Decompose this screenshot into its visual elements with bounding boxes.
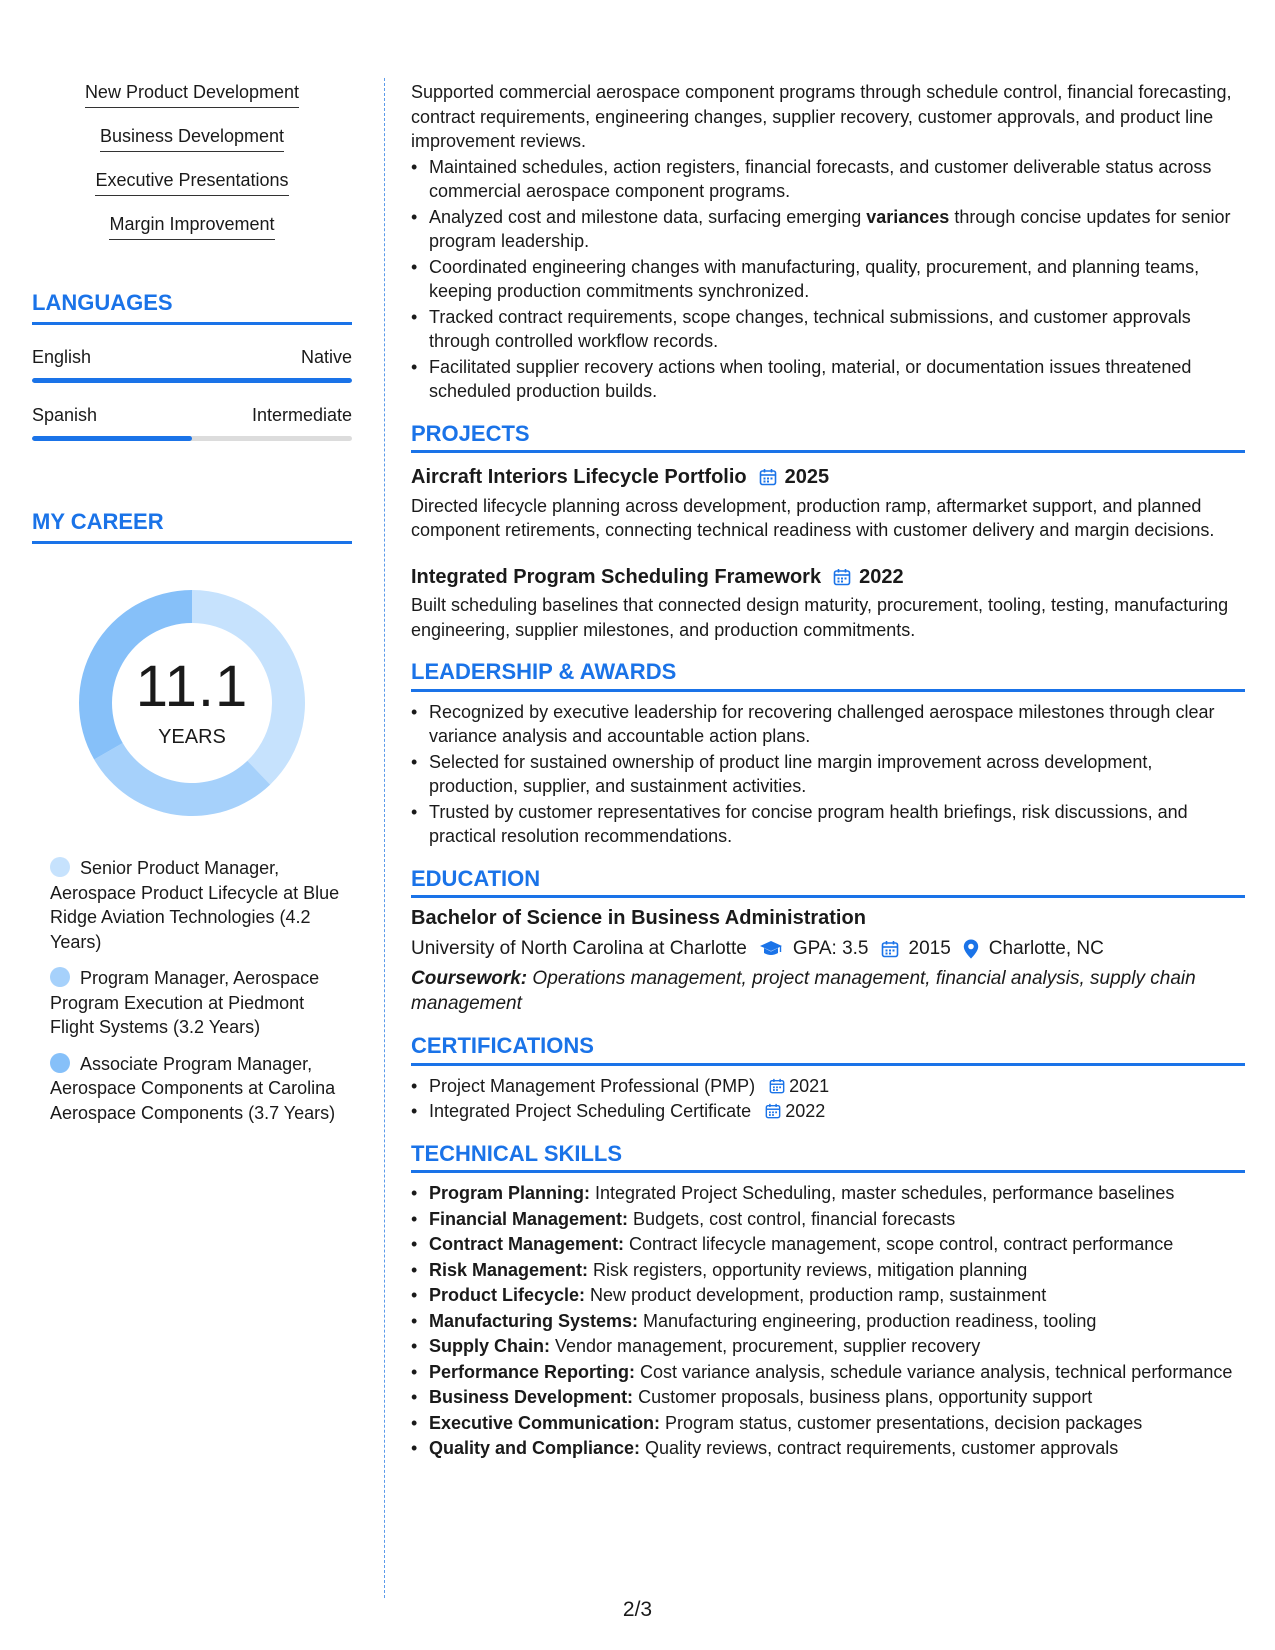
coursework-label: Coursework: [411,968,528,989]
degree-title: Bachelor of Science in Business Administration [411,907,866,929]
skill-item [429,1385,1245,1410]
calendar-icon [769,1078,785,1094]
skill-label: Supply Chain: [429,1336,550,1356]
skill-label: Executive Communication: [429,1412,661,1433]
skill-label: Quality and Compliance: [429,1438,641,1458]
leadership-bullets [411,700,1245,849]
bullet-text: Facilitated supplier recovery actions when tooling, material, or documentation issues threatened scheduled production builds. [429,356,1192,401]
skill-text: Risk registers, opportunity reviews, mitigation planning [588,1259,1028,1280]
project-title: Aircraft Interiors Lifecycle Portfolio [411,466,747,488]
skill-text: Budgets, cost control, financial forecasts [628,1208,956,1229]
certification-year: 2021 [789,1075,830,1096]
language-name: English [32,347,92,367]
technical-skills-list [411,1181,1245,1461]
language-name: Spanish [32,405,98,425]
experience-bullet [429,305,1245,354]
skill-item [429,1411,1245,1436]
project-title: Integrated Program Scheduling Framework [411,565,822,588]
career-donut-chart [77,588,307,818]
experience-bullet [429,355,1245,404]
languages-section [32,290,352,441]
skill-item [429,1334,1245,1359]
certification-item [429,1074,1245,1099]
bullet-emphasis: variances [866,206,950,227]
language-level: Intermediate [251,405,352,425]
school-name: University of North Carolina at Charlotte [411,937,747,959]
skill-item [429,1283,1245,1308]
certification-item [429,1099,1245,1124]
project-description: Built scheduling baselines that connected design maturity, procurement, tooling, testing, manufacturing engineering, supplier milestones, and production commitments. [411,595,1229,640]
skill-label: Product Lifecycle: [429,1285,586,1305]
school-location: Charlotte, NC [988,937,1104,959]
skill-text: Manufacturing engineering, production readiness, tooling [638,1310,1097,1331]
page-number: 2/3 [622,1598,653,1621]
certifications-list [411,1074,1245,1124]
skill-item [429,1309,1245,1334]
project-description: Directed lifecycle planning across development, production ramp, aftermarket support, and planned component retirements, connecting technical readiness with customer delivery and margin decisions. [411,495,1215,540]
experience-bullets [411,155,1245,404]
skill-item [429,1258,1245,1283]
skill-label: Contract Management: [429,1234,625,1254]
project-year: 2022 [859,565,904,588]
languages-heading: LANGUAGES [32,290,352,325]
skill-label: Risk Management: [429,1259,589,1280]
legend-dot [50,857,70,877]
calendar-icon [759,468,777,486]
coursework [411,967,1245,1016]
skill-text: Contract lifecycle management, scope control, contract performance [624,1234,1174,1254]
skill-label: Program Planning: [429,1183,591,1203]
career-section [32,509,352,1125]
calendar-icon [881,940,899,958]
career-role-text: Senior Product Manager, Aerospace Product Lifecycle at Blue Ridge Aviation Technologies (4.2 Years) [50,858,340,952]
leadership-bullet: • Trusted by customer representatives for concise program health briefings, risk discussions, and practical resolution recommendations. [429,800,1245,849]
language-proficiency-bar [32,378,352,383]
skill-label: Performance Reporting: [429,1361,636,1382]
strength-tag: Business Development [100,126,284,152]
career-role [50,966,352,1040]
leadership-bullet: • Selected for sustained ownership of product line margin improvement across development, production, supplier, and sustainment activities. [429,750,1245,799]
strength-tag: Executive Presentations [95,170,288,196]
language-proficiency-fill [32,436,192,441]
skill-text: Customer proposals, business plans, opportunity support [633,1387,1093,1407]
projects-heading: PROJECTS [411,422,1245,454]
education-heading: EDUCATION [411,867,1245,899]
donut-center [77,588,307,818]
certification-name: • Integrated Project Scheduling Certificate [429,1101,752,1121]
career-heading: MY CAREER [32,509,352,544]
column-divider [384,78,385,1598]
experience-section [411,80,1245,404]
legend-dot [50,1053,70,1073]
career-total-unit: YEARS [158,725,226,748]
career-role-text: Program Manager, Aerospace Program Execution at Piedmont Flight Systems (3.2 Years) [50,968,320,1037]
skill-text: Cost variance analysis, schedule variance analysis, technical performance [635,1361,1233,1382]
skill-item [429,1360,1245,1385]
gpa: GPA: 3.5 [792,937,869,959]
bullet-text: Maintained schedules, action registers, financial forecasts, and customer deliverable status across commercial aerospace component programs. [429,156,1212,201]
skill-text: Vendor management, procurement, supplier recovery [550,1336,981,1356]
technical-skills-section [411,1142,1245,1461]
strength-tag: New Product Development [85,82,299,108]
certifications-heading: CERTIFICATIONS [411,1034,1245,1066]
skill-label: Financial Management: [429,1208,629,1229]
graduation-year: 2015 [908,937,951,959]
location-pin-icon [963,939,979,959]
skill-item [429,1181,1245,1206]
skill-text: Quality reviews, contract requirements, customer approvals [640,1438,1119,1458]
education-section [411,867,1245,1017]
bullet-text: Coordinated engineering changes with manufacturing, quality, procurement, and planning teams, keeping production commitments synchronized. [429,256,1200,301]
project-year: 2025 [784,466,830,488]
skill-text: New product development, production ramp, sustainment [585,1285,1047,1305]
skill-text: Program status, customer presentations, decision packages [660,1412,1143,1433]
language-spanish [32,405,352,441]
graduation-cap-icon [759,940,783,958]
projects-section [411,422,1245,643]
experience-bullet [429,205,1245,254]
skill-label: Manufacturing Systems: [429,1310,639,1331]
leadership-heading: LEADERSHIP & AWARDS [411,660,1245,692]
coursework-text: Operations management, project management, financial analysis, supply chain management [411,968,1196,1014]
leadership-bullet: • Recognized by executive leadership for recovering challenged aerospace milestones through clear variance analysis and accountable action plans. [429,700,1245,749]
language-proficiency-fill [32,378,352,383]
bullet-text: Tracked contract requirements, scope changes, technical submissions, and customer approvals through controlled workflow records. [429,306,1191,351]
certifications-section [411,1034,1245,1124]
education-details [411,937,1245,962]
skill-text: Integrated Project Scheduling, master schedules, performance baselines [590,1183,1175,1203]
career-role [50,856,352,954]
language-proficiency-bar [32,436,352,441]
calendar-icon [765,1103,781,1119]
certification-year: 2022 [785,1101,826,1121]
legend-dot [50,967,70,987]
language-level: Native [300,347,352,367]
language-english [32,347,352,383]
left-column [32,82,352,1137]
skill-label: Business Development: [429,1387,634,1407]
calendar-icon [833,568,851,586]
right-column [411,80,1245,1461]
career-role [50,1052,352,1126]
bullet-text: through concise updates for senior program leadership. [429,206,1231,251]
project-title-row [411,465,1245,490]
certification-name: • Project Management Professional (PMP) [429,1075,756,1096]
experience-bullet [429,255,1245,304]
skill-item [429,1207,1245,1232]
bullet-text: Analyzed cost and milestone data, surfacing emerging [429,206,867,227]
technical-skills-heading: TECHNICAL SKILLS [411,1142,1245,1174]
career-legend [32,856,352,1125]
skill-item [429,1436,1245,1461]
strength-tags [32,82,352,258]
leadership-section [411,660,1245,849]
project-title-row [411,565,1245,590]
skill-item [429,1232,1245,1257]
strength-tag: Margin Improvement [109,214,274,240]
career-role-text: Associate Program Manager, Aerospace Components at Carolina Aerospace Components (3.7 Years) [50,1053,336,1123]
career-total-years: 11.1 [135,653,249,719]
experience-bullet [429,155,1245,204]
experience-summary: Supported commercial aerospace component programs through schedule control, financial forecasting, contract requirements, engineering changes, supplier recovery, customer approvals, and product line improvement reviews. [411,82,1232,151]
